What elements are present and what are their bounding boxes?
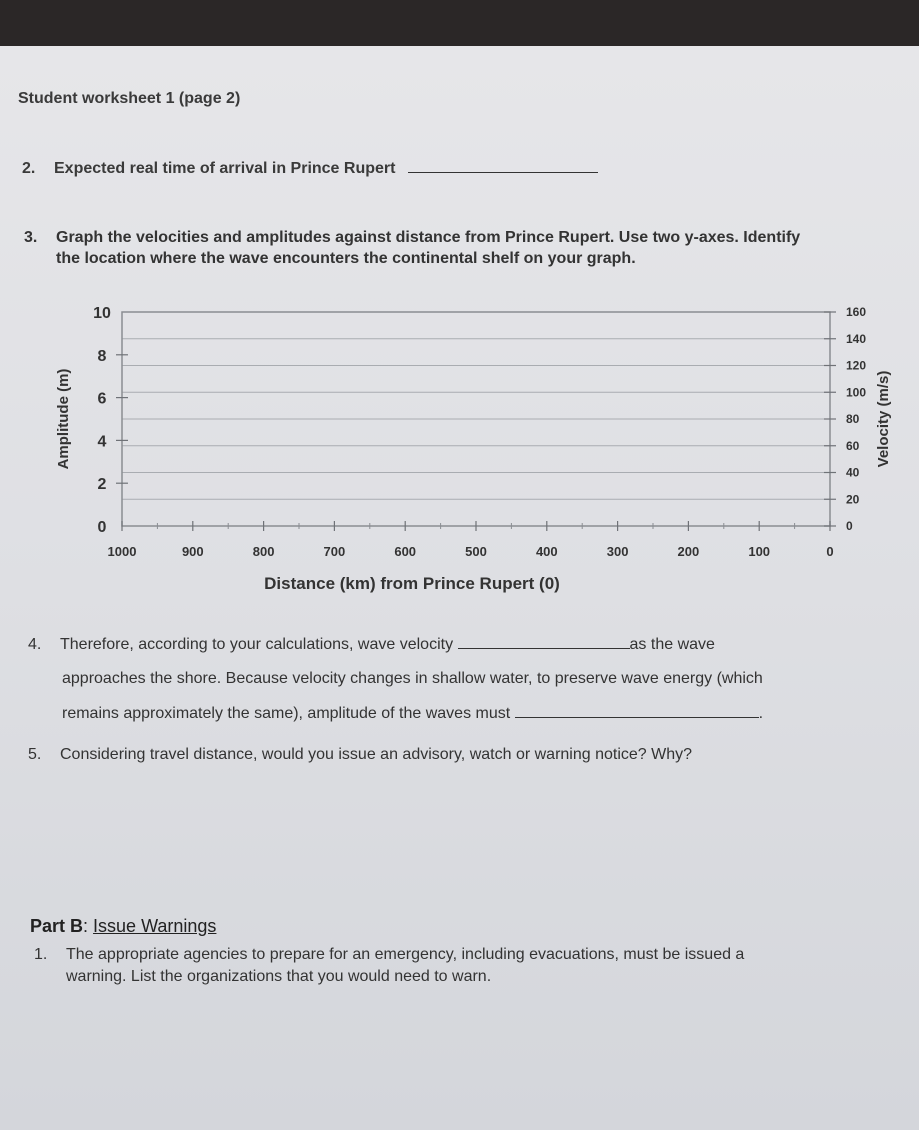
x-tick-label: 800: [252, 544, 275, 559]
part-b-colon: :: [83, 916, 89, 936]
question-4-text-2: approaches the shore. Because velocity changes in shallow water, to preserve wave energy (which: [62, 670, 763, 687]
x-tick-label: 500: [465, 544, 487, 559]
question-4-text-1: Therefore, according to your calculations, wave velocity: [60, 636, 454, 653]
right-tick-label: 80: [846, 412, 860, 426]
question-4-line-1: [28, 636, 715, 654]
right-tick-label: 60: [846, 438, 860, 453]
right-axis-ticks: [824, 305, 866, 533]
left-tick-label: 4: [97, 433, 107, 451]
x-tick-label: 0: [826, 544, 834, 559]
question-3-number: 3.: [24, 229, 38, 246]
left-axis-label: Amplitude (m): [55, 368, 72, 470]
x-tick-label: 900: [181, 544, 204, 559]
x-tick-label: 300: [606, 544, 629, 559]
left-tick-label: 0: [97, 519, 107, 536]
question-2-text: Expected real time of arrival in Prince Rupert: [54, 160, 396, 177]
question-4-number: 4.: [28, 636, 42, 653]
x-tick-label: 700: [323, 544, 346, 559]
x-tick-label: 1000: [107, 544, 137, 559]
question-3-line-1: [24, 229, 800, 247]
part-b-heading: [30, 916, 216, 937]
x-tick-label: 200: [677, 544, 700, 559]
question-2-number: 2.: [22, 160, 36, 177]
part-b-label: Part B: [30, 916, 84, 936]
part-b-item-1-line-1: [34, 946, 744, 964]
question-2: [22, 160, 598, 178]
right-tick-label: 120: [846, 358, 867, 373]
part-b-item-1-number: 1.: [34, 946, 48, 963]
top-dark-band: [0, 0, 919, 46]
question-4-text-1b: as the wave: [629, 636, 715, 653]
question-5-text: Considering travel distance, would you issue an advisory, watch or warning notice? Why?: [60, 746, 693, 763]
x-axis-label: Distance (km) from Prince Rupert (0): [264, 574, 560, 593]
worksheet-header: Student worksheet 1 (page 2): [18, 90, 241, 107]
velocity-answer-blank[interactable]: [458, 647, 630, 649]
right-tick-label: 20: [846, 492, 860, 507]
question-5-number: 5.: [28, 746, 42, 763]
left-tick-label: 8: [97, 347, 107, 365]
graph-grid: [122, 339, 830, 500]
right-tick-label: 40: [846, 465, 860, 480]
left-tick-label: 2: [97, 476, 107, 494]
question-5: [28, 746, 692, 764]
right-tick-label: 140: [846, 331, 867, 346]
question-3-text-1: Graph the velocities and amplitudes against distance from Prince Rupert. Use two y-axes. Identify: [56, 229, 801, 246]
question-3-text-2: the location where the wave encounters the continental shelf on your graph.: [56, 250, 636, 267]
right-axis-label: Velocity (m/s): [875, 370, 892, 468]
right-tick-label: 100: [846, 385, 867, 400]
question-4-period: .: [758, 705, 764, 722]
left-tick-label: 6: [97, 390, 107, 408]
amplitude-answer-blank[interactable]: [515, 716, 759, 718]
x-tick-label: 400: [535, 544, 558, 559]
right-tick-label: 160: [846, 305, 867, 319]
question-4-line-3: [62, 705, 763, 723]
part-b-item-1-text-1: The appropriate agencies to prepare for an emergency, including evacuations, must be issued a: [66, 946, 745, 963]
x-tick-label: 100: [748, 544, 771, 559]
part-b-title: Issue Warnings: [93, 916, 217, 936]
question-4-text-3: remains approximately the same), amplitude of the waves must: [62, 705, 511, 722]
right-tick-label: 0: [846, 519, 853, 533]
wave-graph[interactable]: [40, 296, 900, 596]
x-tick-label: 600: [394, 544, 417, 559]
question-2-answer-blank[interactable]: [408, 171, 598, 173]
left-axis-ticks: [93, 305, 128, 536]
left-tick-label: 10: [93, 305, 111, 322]
part-b-item-1-text-2: warning. List the organizations that you would need to warn.: [66, 968, 492, 985]
